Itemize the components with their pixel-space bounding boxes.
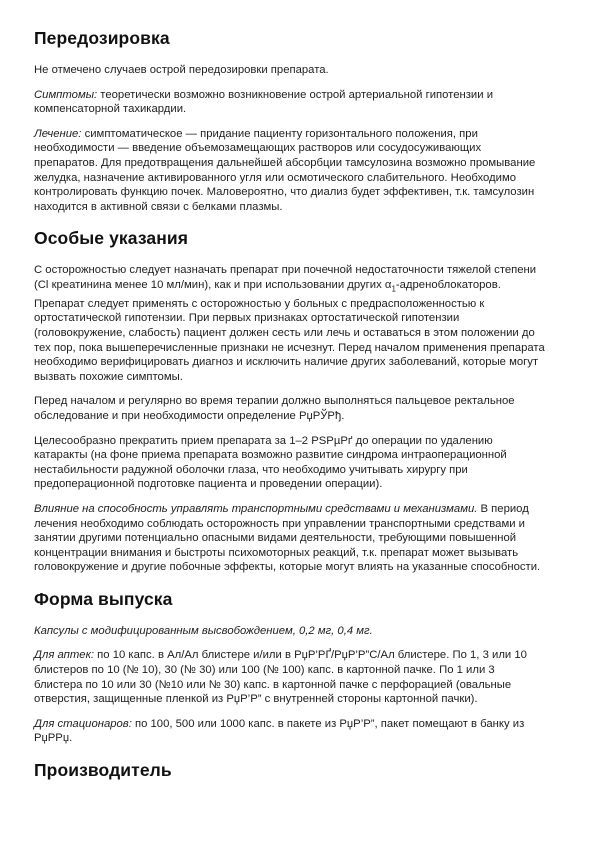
release-form-capsules [34, 624, 545, 639]
pharmacies-text: по 10 капс. в Ал/Ал блистере и/или в РџР’РҐ/РџР’Р”С/Ал блистере. По 1, 3 или 10 блистеров по 10 (№ 10), 30 (№ 30) или 100 (№ 100) капс. в картонной пачке. По 1 или 3 блистера по 10 или 30 (№10 или № 30) капс. в картонной пачке с перфорацией (овальные отверстия, защищенные пленкой из РџР’Р” с внутренней стороны картонной пачки). [34, 649, 527, 706]
section-title-release-form: Форма выпуска [34, 588, 173, 609]
release-form-hospitals [34, 717, 545, 746]
treatment-text: симптоматическое — придание пациенту горизонтального положения, при необходимости — введение объемозамещающих растворов или сосудосуживающих препаратов. Для предотвращения дальнейшей абсорбции тамсулозина возможно промывание желудка, назначение активированного угля или осмотического слабительного. Необходимо контролировать функцию почек. Маловероятно, что диализ будет эффективен, т.к. тамсулозин находится в активной связи с белками плазмы. [34, 127, 536, 213]
special-p1-part-b: -адреноблокаторов. Препарат следует применять с осторожностью у больных с предрасположенностью к ортостатической гипотензии. При первых признаках ортостатической гипотензии (головокружение, слабость) пациент должен сесть или лечь и оставаться в этом положении до тех пор, пока вышеперечисленные признаки не исчезнут. Перед началом применения препарата необходимо верифицировать диагноз и исключить наличие других заболеваний, которые могут вызвать похожие симптомы. [34, 278, 545, 383]
driving-label: Влияние на способность управлять транспортными средствами и механизмами. [34, 502, 478, 515]
symptoms-text: теоретически возможно возникновение острой артериальной гипотензии и компенсаторной тахикардии. [34, 88, 493, 116]
section-title-manufacturer: Производитель [34, 760, 172, 781]
overdose-paragraph-1: Не отмечено случаев острой передозировки препарата. [34, 64, 329, 76]
special-paragraph-1 [34, 263, 545, 384]
release-form-section [34, 589, 545, 746]
hospitals-text: по 100, 500 или 1000 капс. в пакете из РџР’Р”, пакет помещают в банку из РџРРџ. [34, 717, 525, 745]
overdose-treatment-paragraph [34, 127, 545, 215]
release-form-pharmacies [34, 648, 545, 706]
overdose-symptoms-paragraph [34, 88, 545, 117]
special-p1-part-a: С осторожностью следует назначать препарат при почечной недостаточности тяжелой степени (Cl креатинина менее 10 мл/мин), как и при использовании других α [34, 264, 537, 291]
driving-text: В период лечения необходимо соблюдать осторожность при управлении транспортными средствами и занятии другими потенциально опасными видами деятельности, требующими повышенной концентрации внимания и быстроты психомоторных реакций, т.к. препарат может вызывать головокружение и другие побочные эффекты, которые могут влиять на указанные способности. [34, 502, 541, 574]
special-paragraph-3: Целесообразно прекратить прием препарата за 1–2 РЅРµРґ до операции по удалению катаракты (на фоне приема препарата возможно развитие синдрома интраоперационной нестабильности радужной оболочки глаза, что необходимо учитывать хирургу при предоперационной подготовке пациента и проведении операции). [34, 434, 507, 491]
special-driving-paragraph [34, 502, 545, 575]
section-title-overdose: Передозировка [34, 28, 170, 48]
capsules-text: Капсулы с модифицированным высвобождением, 0,2 мг, 0,4 мг. [34, 624, 373, 637]
hospitals-label: Для стационаров: [34, 717, 132, 730]
special-instructions-section [34, 228, 545, 575]
section-title-special-instructions: Особые указания [34, 228, 189, 249]
pharmacies-label: Для аптек: [34, 649, 95, 662]
alpha-subscript: 1 [391, 284, 396, 294]
manufacturer-section [34, 760, 545, 781]
treatment-label: Лечение: [34, 127, 82, 140]
special-paragraph-2: Перед началом и регулярно во время терапии должно выполняться пальцевое ректальное обследование и при необходимости определение РџРЎРђ. [34, 395, 515, 422]
symptoms-label: Симптомы: [34, 88, 98, 101]
overdose-section [34, 28, 545, 214]
